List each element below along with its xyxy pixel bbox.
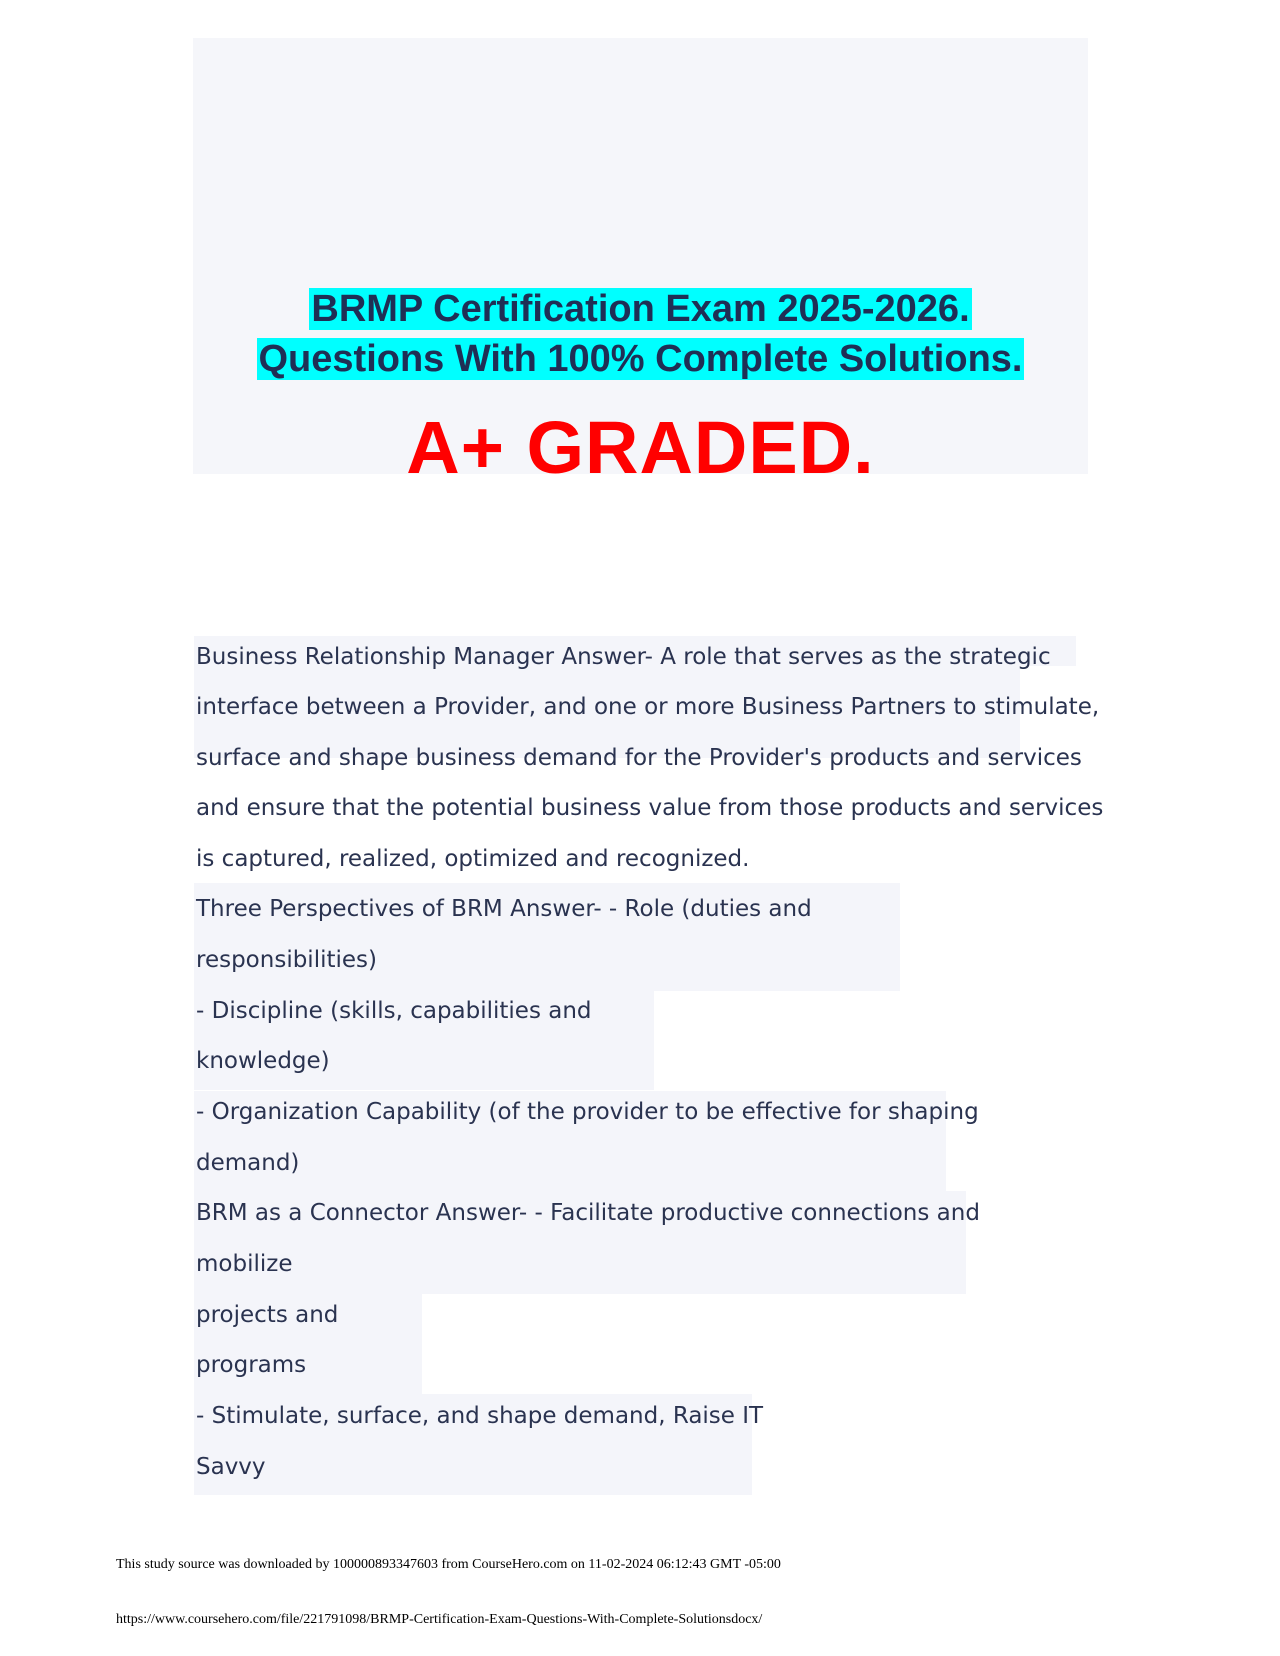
body-line: responsibilities)	[196, 947, 377, 973]
body-line: - Organization Capability (of the provider to be effective for shaping	[196, 1099, 979, 1125]
body-line: Three Perspectives of BRM Answer- - Role (duties and	[196, 896, 812, 922]
body-line: - Discipline (skills, capabilities and	[196, 998, 592, 1024]
body-line: knowledge)	[196, 1048, 330, 1074]
body-line: Business Relationship Manager Answer- A role that serves as the strategic	[196, 644, 1051, 670]
body-line: BRM as a Connector Answer- - Facilitate productive connections and	[196, 1200, 980, 1226]
body-line: interface between a Provider, and one or more Business Partners to stimulate,	[196, 694, 1100, 720]
body-line: surface and shape business demand for the Provider's products and services	[196, 745, 1082, 771]
body-line: and ensure that the potential business value from those products and services	[196, 795, 1104, 821]
body-line: programs	[196, 1352, 307, 1378]
body-line: demand)	[196, 1150, 300, 1176]
document-title-line-1: BRMP Certification Exam 2025-2026.	[311, 288, 970, 330]
download-notice: This study source was downloaded by 100000893347603 from CourseHero.com on 11-02-2024 06:12:43 GMT -05:00	[116, 1557, 781, 1572]
source-url[interactable]: https://www.coursehero.com/file/221791098/BRMP-Certification-Exam-Questions-With-Complete-Solutionsdocx/	[116, 1612, 763, 1627]
body-line: is captured, realized, optimized and recognized.	[196, 846, 750, 872]
grade-label: A+ GRADED.	[406, 406, 875, 489]
body-line: projects and	[196, 1302, 339, 1328]
body-line: Savvy	[196, 1454, 266, 1480]
document-title-line-2: Questions With 100% Complete Solutions.	[258, 338, 1023, 380]
body-line: mobilize	[196, 1251, 293, 1277]
body-line: - Stimulate, surface, and shape demand, Raise IT	[196, 1403, 764, 1429]
title-block	[193, 38, 1088, 489]
